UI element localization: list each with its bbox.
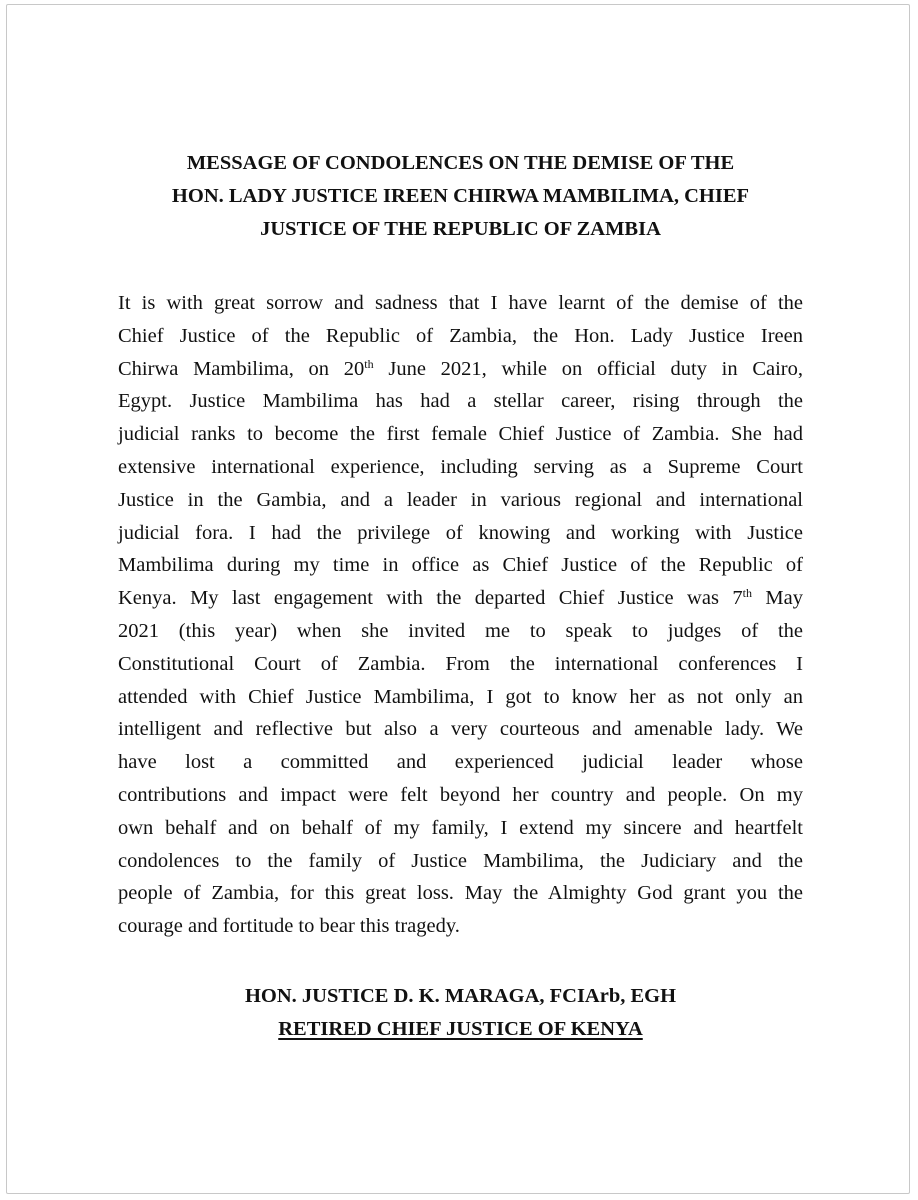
body-line: intelligent and reflective but also a very courteous and amenable lady. We: [118, 718, 803, 741]
title-line-3: JUSTICE OF THE REPUBLIC OF ZAMBIA: [260, 218, 661, 240]
body-text-segment: June 2021, while on official duty in Cairo,: [373, 357, 803, 380]
body-line: judicial fora. I had the privilege of knowing and working with Justice: [118, 521, 803, 544]
condolence-paragraph: [118, 287, 803, 943]
body-line: [118, 353, 803, 386]
body-text-segment: May: [751, 587, 804, 610]
body-line: Justice in the Gambia, and a leader in various regional and international: [118, 488, 803, 511]
body-line: Mambilima during my time in office as Chief Justice of the Republic of: [118, 554, 803, 577]
body-text-segment: Kenya. My last engagement with the departed Chief Justice was 7: [118, 587, 743, 610]
body-line: judicial ranks to become the first female Chief Justice of Zambia. She had: [118, 423, 803, 446]
body-line: have lost a committed and experienced judicial leader whose: [118, 751, 803, 774]
signatory-role: RETIRED CHIEF JUSTICE OF KENYA: [278, 1017, 643, 1040]
title-line-1: MESSAGE OF CONDOLENCES ON THE DEMISE OF THE: [186, 152, 735, 174]
body-line: attended with Chief Justice Mambilima, I got to know her as not only an: [118, 685, 803, 708]
body-line: contributions and impact were felt beyond her country and people. On my: [118, 783, 803, 806]
body-line: people of Zambia, for this great loss. May the Almighty God grant you the: [118, 882, 803, 905]
body-text-segment: Chirwa Mambilima, on 20: [118, 357, 365, 380]
body-line: Constitutional Court of Zambia. From the international conferences I: [118, 652, 803, 675]
body-line: own behalf and on behalf of my family, I extend my sincere and heartfelt: [118, 816, 803, 839]
body-line: Egypt. Justice Mambilima has had a stellar career, rising through the: [118, 390, 803, 413]
body-line: 2021 (this year) when she invited me to speak to judges of the: [118, 619, 803, 642]
body-line: It is with great sorrow and sadness that I have learnt of the demise of the: [118, 292, 803, 314]
signature-block: [118, 980, 803, 1046]
body-line: [118, 582, 803, 615]
body-line: condolences to the family of Justice Mambilima, the Judiciary and the: [118, 849, 803, 872]
body-line: courage and fortitude to bear this tragedy.: [118, 915, 460, 938]
ordinal-superscript: th: [364, 356, 374, 371]
document: [118, 147, 803, 1046]
document-title: [118, 147, 803, 246]
body-line: extensive international experience, including serving as a Supreme Court: [118, 455, 803, 478]
title-line-2: HON. LADY JUSTICE IREEN CHIRWA MAMBILIMA, CHIEF: [171, 185, 750, 207]
signatory-name: HON. JUSTICE D. K. MARAGA, FCIArb, EGH: [244, 984, 677, 1007]
ordinal-superscript: th: [742, 586, 752, 601]
body-line: Chief Justice of the Republic of Zambia, the Hon. Lady Justice Ireen: [118, 324, 803, 347]
